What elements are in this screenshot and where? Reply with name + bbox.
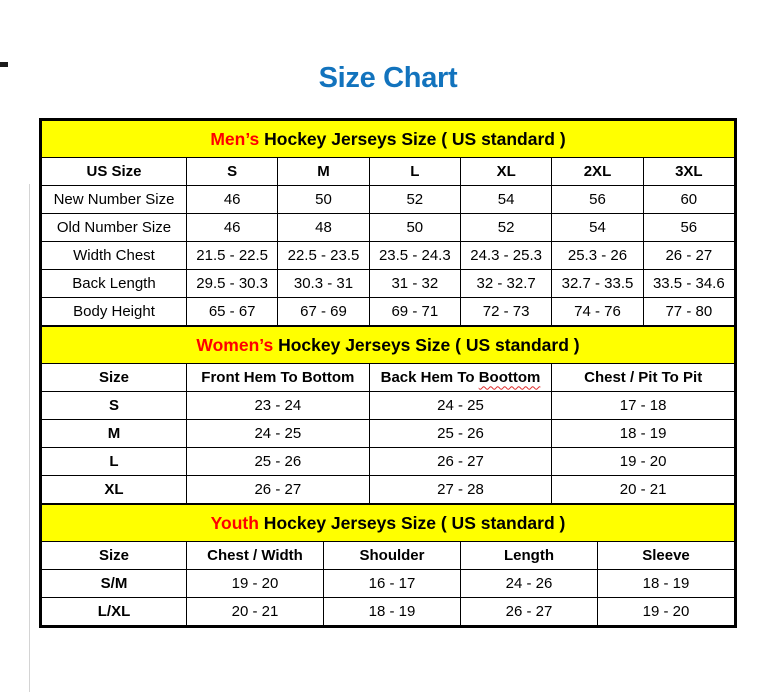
size-value-cell: 25 - 26 [369, 420, 552, 448]
size-value-cell: 25 - 26 [187, 448, 370, 476]
size-value-cell: 21.5 - 22.5 [187, 242, 278, 270]
size-value-cell: 56 [552, 186, 643, 214]
row-label: S/M [42, 570, 187, 598]
table-row [42, 598, 735, 626]
mens-size-table [41, 120, 735, 326]
row-label: L/XL [42, 598, 187, 626]
column-header: 2XL [552, 158, 643, 186]
size-value-cell: 26 - 27 [643, 242, 734, 270]
row-label: New Number Size [42, 186, 187, 214]
size-value-cell: 29.5 - 30.3 [187, 270, 278, 298]
mens-band-row [42, 121, 735, 158]
size-value-cell: 65 - 67 [187, 298, 278, 326]
size-value-cell: 18 - 19 [552, 420, 735, 448]
table-row [42, 242, 735, 270]
column-header: XL [460, 158, 551, 186]
size-value-cell: 72 - 73 [460, 298, 551, 326]
size-value-cell: 52 [460, 214, 551, 242]
youth-size-table [41, 504, 735, 626]
column-header: Front Hem To Bottom [187, 364, 370, 392]
size-value-cell: 48 [278, 214, 369, 242]
row-label: Body Height [42, 298, 187, 326]
size-value-cell: 26 - 27 [369, 448, 552, 476]
size-value-cell: 27 - 28 [369, 476, 552, 504]
table-row [42, 270, 735, 298]
size-value-cell: 25.3 - 26 [552, 242, 643, 270]
size-value-cell: 22.5 - 23.5 [278, 242, 369, 270]
row-label: L [42, 448, 187, 476]
size-value-cell: 20 - 21 [552, 476, 735, 504]
column-header: S [187, 158, 278, 186]
row-label: S [42, 392, 187, 420]
size-value-cell: 32 - 32.7 [460, 270, 551, 298]
size-value-cell: 56 [643, 214, 734, 242]
column-header: M [278, 158, 369, 186]
column-header: Chest / Pit To Pit [552, 364, 735, 392]
youth-band-row [42, 505, 735, 542]
size-value-cell: 50 [369, 214, 460, 242]
size-value-cell: 32.7 - 33.5 [552, 270, 643, 298]
size-value-cell: 17 - 18 [552, 392, 735, 420]
size-value-cell: 24 - 25 [369, 392, 552, 420]
size-value-cell: 54 [552, 214, 643, 242]
mens-header-row [42, 158, 735, 186]
size-value-cell: 54 [460, 186, 551, 214]
table-row [42, 448, 735, 476]
size-value-cell: 46 [187, 214, 278, 242]
youth-section-title [42, 505, 735, 542]
size-value-cell: 19 - 20 [187, 570, 324, 598]
size-value-cell: 67 - 69 [278, 298, 369, 326]
column-header: L [369, 158, 460, 186]
column-header: 3XL [643, 158, 734, 186]
row-label: Width Chest [42, 242, 187, 270]
size-value-cell: 60 [643, 186, 734, 214]
size-value-cell: 23 - 24 [187, 392, 370, 420]
table-row [42, 392, 735, 420]
womens-size-table [41, 326, 735, 504]
size-chart [39, 118, 737, 628]
womens-section-title [42, 327, 735, 364]
size-value-cell: 74 - 76 [552, 298, 643, 326]
row-label: Old Number Size [42, 214, 187, 242]
size-value-cell: 46 [187, 186, 278, 214]
page-title: Size Chart [318, 62, 458, 94]
column-header: US Size [42, 158, 187, 186]
womens-section-highlight: Women’s [196, 334, 274, 355]
size-value-cell: 24 - 25 [187, 420, 370, 448]
row-label: Back Length [42, 270, 187, 298]
size-value-cell: 50 [278, 186, 369, 214]
table-row [42, 476, 735, 504]
column-header: Shoulder [324, 542, 461, 570]
table-row [42, 570, 735, 598]
screenshot-corner-artifact [0, 62, 8, 67]
misspelled-word: Boottom [478, 369, 541, 387]
size-value-cell: 23.5 - 24.3 [369, 242, 460, 270]
column-header: Sleeve [598, 542, 735, 570]
womens-band-row [42, 327, 735, 364]
size-value-cell: 18 - 19 [324, 598, 461, 626]
table-row [42, 420, 735, 448]
table-row [42, 186, 735, 214]
size-value-cell: 26 - 27 [461, 598, 598, 626]
size-value-cell: 19 - 20 [552, 448, 735, 476]
youth-header-row [42, 542, 735, 570]
row-label: XL [42, 476, 187, 504]
youth-section-title-rest: Hockey Jerseys Size ( US standard ) [258, 512, 566, 533]
gridline-artifact [29, 184, 30, 692]
column-header: Size [42, 542, 187, 570]
size-value-cell: 30.3 - 31 [278, 270, 369, 298]
size-value-cell: 20 - 21 [187, 598, 324, 626]
mens-section-title-rest: Hockey Jerseys Size ( US standard ) [259, 128, 566, 149]
column-header [369, 364, 552, 392]
column-header: Length [461, 542, 598, 570]
size-value-cell: 19 - 20 [598, 598, 735, 626]
size-value-cell: 16 - 17 [324, 570, 461, 598]
table-row [42, 298, 735, 326]
size-value-cell: 24.3 - 25.3 [460, 242, 551, 270]
size-value-cell: 52 [369, 186, 460, 214]
page [0, 62, 776, 692]
size-value-cell: 77 - 80 [643, 298, 734, 326]
mens-section-title [42, 121, 735, 158]
size-value-cell: 69 - 71 [369, 298, 460, 326]
size-value-cell: 33.5 - 34.6 [643, 270, 734, 298]
mens-section-highlight: Men’s [210, 128, 260, 149]
size-value-cell: 18 - 19 [598, 570, 735, 598]
womens-section-title-rest: Hockey Jerseys Size ( US standard ) [273, 334, 580, 355]
column-header-text: Back Hem To [380, 369, 479, 387]
column-header: Size [42, 364, 187, 392]
row-label: M [42, 420, 187, 448]
size-value-cell: 26 - 27 [187, 476, 370, 504]
youth-section-highlight: Youth [210, 512, 259, 533]
size-value-cell: 24 - 26 [461, 570, 598, 598]
size-value-cell: 31 - 32 [369, 270, 460, 298]
womens-header-row [42, 364, 735, 392]
table-row [42, 214, 735, 242]
column-header: Chest / Width [187, 542, 324, 570]
